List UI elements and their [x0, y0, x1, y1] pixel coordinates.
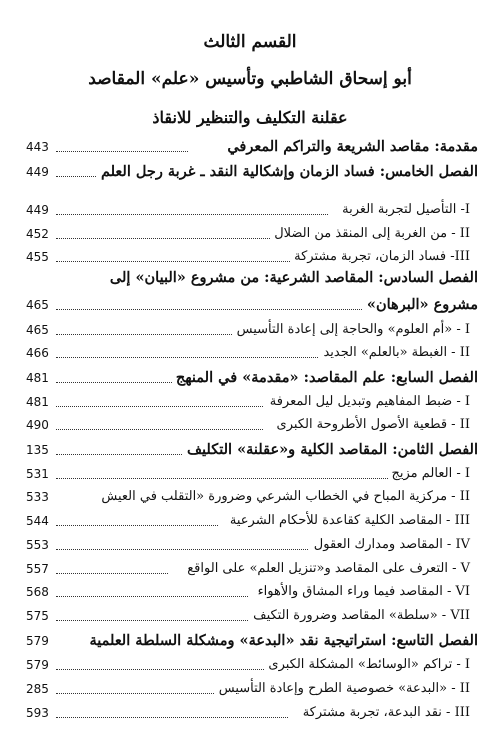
- toc-entry-8-5[interactable]: [26, 559, 478, 579]
- leader-dots: [56, 214, 328, 215]
- toc-entry-page: 449: [26, 200, 52, 220]
- toc-entry-page: 465: [26, 295, 52, 315]
- leader-dots: [56, 620, 248, 621]
- toc-entry-title: الفصل السادس: المقاصد الشرعية: من مشروع «البيان» إلى: [106, 268, 478, 288]
- toc-entry-chapter-8[interactable]: [26, 440, 478, 460]
- section-heading: القسم الثالث: [203, 32, 297, 52]
- toc-entry-title: الفصل السابع: علم المقاصد: «مقدمة» في المنهج: [172, 368, 478, 388]
- toc-entry-page: 452: [26, 224, 52, 244]
- toc-entry-title: II - «البدعة» خصوصية الطرح وإعادة التأسيس: [215, 679, 470, 699]
- toc-entry-title: V - التعرف على المقاصد و«تنزيل العلم» على الواقع: [183, 559, 470, 579]
- toc-entry-8-1[interactable]: [26, 464, 478, 484]
- toc-entry-7-1[interactable]: [26, 392, 478, 412]
- leader-dots: [56, 693, 218, 694]
- toc-entry-title: III- فساد الزمان، تجربة مشتركة: [290, 247, 470, 267]
- leader-dots: [56, 478, 398, 479]
- toc-entry-5-3[interactable]: [26, 247, 478, 267]
- toc-entry-page: 466: [26, 343, 52, 363]
- toc-entry-page: 285: [26, 679, 52, 699]
- leader-dots: [56, 717, 288, 718]
- leader-dots: [56, 176, 98, 177]
- toc-entry-page: 579: [26, 655, 52, 675]
- toc-entry-title: IV - المقاصد ومدارك العقول: [310, 535, 470, 555]
- toc-entry-page: 481: [26, 368, 52, 388]
- toc-entry-title: الفصل الخامس: فساد الزمان وإشكالية النقد ـ غربة رجل العلم: [97, 162, 478, 182]
- toc-entry-6-2[interactable]: [26, 343, 478, 363]
- toc-entry-title: II - قطعية الأصول الأطروحة الكبرى: [273, 415, 470, 435]
- leader-dots: [56, 454, 188, 455]
- leader-dots: [56, 238, 288, 239]
- toc-entry-8-2[interactable]: [26, 487, 478, 507]
- leader-dots: [56, 525, 218, 526]
- toc-entry-9-2[interactable]: [26, 679, 478, 699]
- toc-entry-page: 544: [26, 511, 52, 531]
- toc-entry-title: VI - المقاصد فيما وراء المشاق والأهواء: [254, 582, 470, 602]
- toc-entry-7-2[interactable]: [26, 415, 478, 435]
- toc-entry-title: الفصل الثامن: المقاصد الكلية و«عقلنة» التكليف: [183, 440, 478, 460]
- toc-entry-page: 593: [26, 703, 52, 723]
- toc-entry-title: مقدمة: مقاصد الشريعة والتراكم المعرفي: [223, 137, 478, 157]
- toc-entry-title: I - تراكم «الوسائط» المشكلة الكبرى: [264, 655, 470, 675]
- section-subtitle: عقلنة التكليف والتنظير للانقاذ: [152, 108, 348, 127]
- toc-entry-page: 557: [26, 559, 52, 579]
- toc-entry-title: III - نقد البدعة، تجربة مشتركة: [299, 703, 470, 723]
- toc-entry-page: 481: [26, 392, 52, 412]
- toc-entry-8-4[interactable]: [26, 535, 478, 555]
- toc-entry-5-1[interactable]: [26, 200, 478, 220]
- leader-dots: [56, 596, 248, 597]
- toc-entry-8-6[interactable]: [26, 582, 478, 602]
- toc-entry-chapter-9[interactable]: [26, 631, 478, 651]
- toc-entry-page: 568: [26, 582, 52, 602]
- toc-entry-chapter-6-line-2[interactable]: [26, 295, 478, 315]
- toc-entry-page: 575: [26, 606, 52, 626]
- toc-entry-title: I - ضبط المفاهيم وتبديل ليل المعرفة: [266, 392, 470, 412]
- leader-dots: [56, 334, 238, 335]
- toc-entry-page: 579: [26, 631, 52, 651]
- toc-entry-title: I - «أم العلوم» والحاجة إلى إعادة التأسيس: [233, 320, 470, 340]
- toc-entry-title: VII - «سلطة» المقاصد وضرورة التكيف: [249, 606, 470, 626]
- leader-dots: [56, 406, 263, 407]
- toc-entry-page: 531: [26, 464, 52, 484]
- toc-entry-title: I - العالم مزيج: [388, 464, 471, 484]
- toc-entry-title: II - من الغربة إلى المنقذ من الضلال: [270, 224, 470, 244]
- toc-entry-introduction[interactable]: [26, 137, 478, 157]
- leader-dots: [56, 261, 298, 262]
- toc-entry-page: 490: [26, 415, 52, 435]
- toc-entry-chapter-6-line-1[interactable]: [26, 268, 478, 288]
- toc-entry-title: I- التأصيل لتجربة الغربة: [338, 200, 470, 220]
- toc-entry-title: II - مركزية المباح في الخطاب الشرعي وضرورة «التقلب في العيش: [97, 487, 470, 507]
- toc-entry-title: III - المقاصد الكلية كقاعدة للأحكام الشرعية: [226, 511, 470, 531]
- section-title: أبو إسحاق الشاطبي وتأسيس «علم» المقاصد: [88, 69, 412, 89]
- toc-entry-6-1[interactable]: [26, 320, 478, 340]
- toc-entry-page: 449: [26, 162, 52, 182]
- toc-entry-9-3[interactable]: [26, 703, 478, 723]
- toc-entry-5-2[interactable]: [26, 224, 478, 244]
- toc-entry-8-3[interactable]: [26, 511, 478, 531]
- leader-dots: [56, 309, 368, 310]
- toc-entry-page: 465: [26, 320, 52, 340]
- toc-entry-page: 443: [26, 137, 52, 157]
- leader-dots: [56, 429, 263, 430]
- toc-entry-chapter-7[interactable]: [26, 368, 478, 388]
- toc-entry-chapter-5[interactable]: [26, 162, 478, 182]
- toc-entry-page: 455: [26, 247, 52, 267]
- leader-dots: [56, 669, 278, 670]
- toc-entry-9-1[interactable]: [26, 655, 478, 675]
- toc-entry-title: الفصل التاسع: استراتيجية نقد «البدعة» ومشكلة السلطة العلمية: [85, 631, 478, 651]
- toc-entry-page: 533: [26, 487, 52, 507]
- leader-dots: [56, 151, 188, 152]
- toc-entry-title: II - الغبطة «بالعلم» الجديد: [319, 343, 470, 363]
- leader-dots: [56, 573, 168, 574]
- toc-entry-title: مشروع «البرهان»: [363, 295, 478, 315]
- toc-entry-8-7[interactable]: [26, 606, 478, 626]
- toc-entry-page: 553: [26, 535, 52, 555]
- toc-entry-page: 135: [26, 440, 52, 460]
- leader-dots: [56, 382, 178, 383]
- leader-dots: [56, 549, 308, 550]
- leader-dots: [56, 357, 328, 358]
